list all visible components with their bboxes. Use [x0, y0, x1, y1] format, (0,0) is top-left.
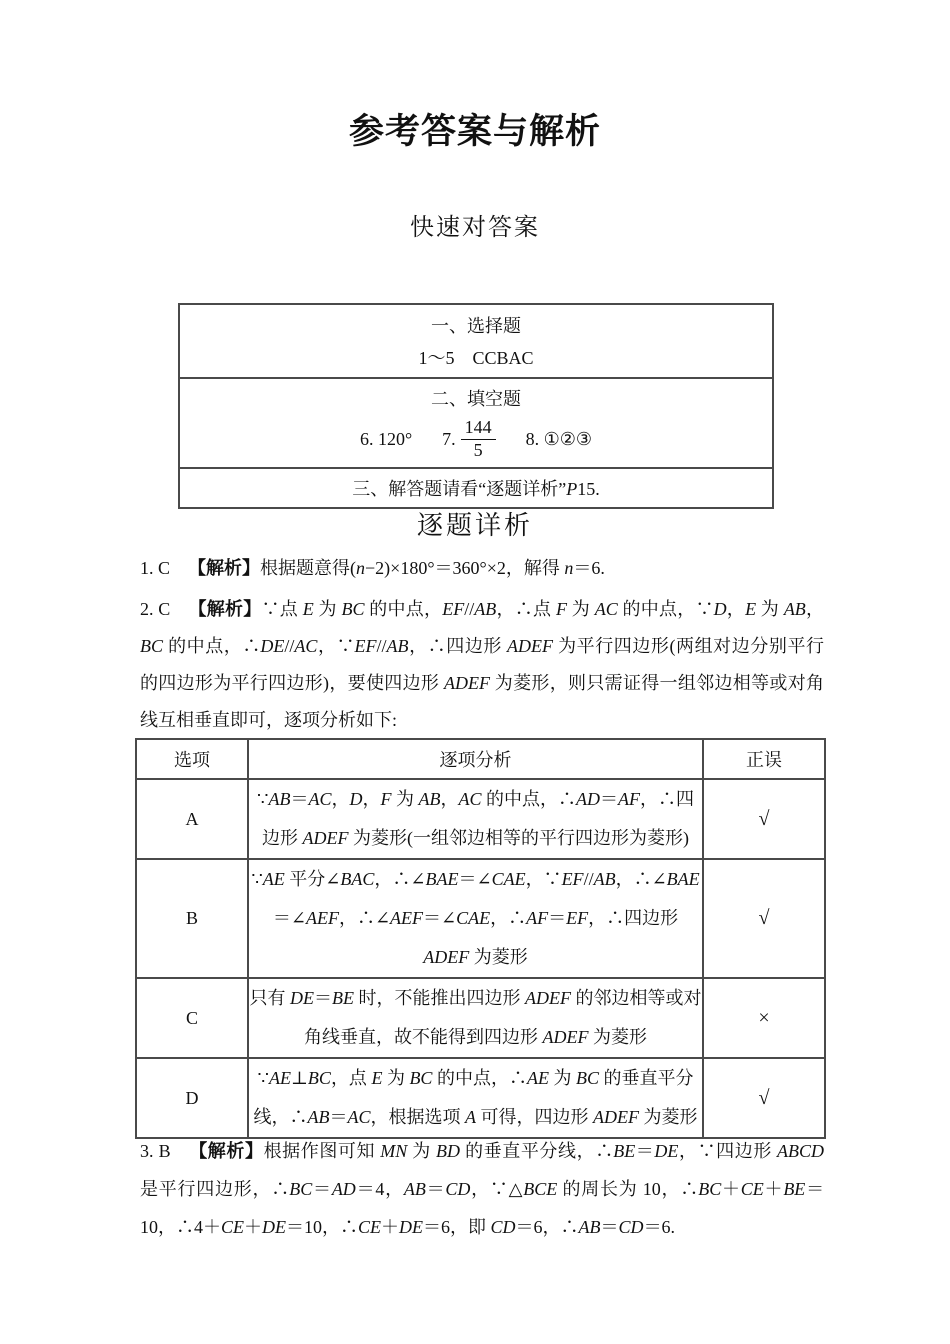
question-2-answer-label: 2. C [140, 599, 171, 619]
detail-item-2 [140, 591, 824, 739]
option-row-b [136, 859, 825, 978]
option-row-a [136, 779, 825, 859]
question-2-analysis-text: ∵点 E 为 BC 的中点，EF//AB，∴点 F 为 AC 的中点，∵D，E 为 AB，BC 的中点，∴DE//AC，∵EF//AB，∴四边形 ADEF 为平行四边形(两组对边分别平行的四边形为平行四边形)，要使四边形 ADEF 为菱形，则只需证得一组邻边相等或对角线互相垂直即可，逐项分析如下: [140, 599, 825, 730]
blank-answer-7 [442, 418, 496, 461]
detail-section-heading: 逐题详析 [416, 510, 533, 540]
detail-item-3 [140, 1132, 824, 1246]
option-row-c [136, 978, 825, 1058]
question-3-analysis-text: 根据作图可知 MN 为 BD 的垂直平分线，∴BE＝DE，∵四边形 ABCD 是平行四边形，∴BC＝AD＝4，AB＝CD，∵△BCE 的周长为 10，∴BC＋CE＋BE＝10，∴4＋CE＋DE＝10，∴CE＋DE＝6，即 CD＝6，∴AB＝CD＝6. [140, 1141, 825, 1237]
page-title: 参考答案与解析 [348, 112, 601, 151]
question-1-analysis-text: 根据题意得(n−2)×180°＝360°×2，解得 n＝6. [260, 558, 605, 578]
quick-answers-table [178, 303, 774, 509]
section-choice-heading: 一、选择题 [431, 315, 521, 336]
option-analysis-table [135, 738, 826, 1139]
section-blank-answers [345, 418, 607, 461]
option-a-label: A [136, 779, 248, 859]
option-b-analysis: ∵AE 平分∠BAC，∴∠BAE＝∠CAE，∵EF//AB，∴∠BAE＝∠AEF，∴∠AEF＝∠CAE，∴AF＝EF，∴四边形 ADEF 为菱形 [248, 859, 703, 978]
header-option: 选项 [136, 739, 248, 779]
option-c-label: C [136, 978, 248, 1058]
analysis-marker: 【解析】 [188, 1141, 264, 1161]
option-table-header-row [136, 739, 825, 779]
fraction-denominator: 5 [461, 439, 496, 461]
quick-table-section-blank [180, 377, 772, 467]
option-c-analysis: 只有 DE＝BE 时，不能推出四边形 ADEF 的邻边相等或对角线垂直，故不能得到四边形 ADEF 为菱形 [248, 978, 703, 1058]
option-row-d [136, 1058, 825, 1138]
detail-item-1 [140, 550, 824, 587]
blank-answer-8: 8. ①②③ [525, 428, 593, 449]
option-d-verdict: √ [703, 1058, 825, 1138]
section-blank-heading: 二、填空题 [431, 389, 521, 410]
section-choice-answers: 1～5 CCBAC [418, 348, 534, 369]
fraction-144-5 [461, 418, 496, 461]
header-verdict: 正误 [703, 739, 825, 779]
header-analysis: 逐项分析 [248, 739, 703, 779]
option-a-analysis: ∵AB＝AC，D，F 为 AB，AC 的中点，∴AD＝AF，∴四边形 ADEF 为菱形(一组邻边相等的平行四边形为菱形) [248, 779, 703, 859]
fraction-numerator: 144 [464, 416, 492, 437]
option-d-analysis: ∵AE⊥BC，点 E 为 BC 的中点，∴AE 为 BC 的垂直平分线，∴AB＝AC，根据选项 A 可得，四边形 ADEF 为菱形 [248, 1058, 703, 1138]
analysis-marker: 【解析】 [188, 599, 262, 619]
blank-answer-7-label: 7. [442, 428, 456, 449]
question-1-answer-label: 1. C [140, 558, 171, 578]
option-c-verdict: × [703, 978, 825, 1058]
analysis-marker: 【解析】 [188, 558, 261, 578]
section-solution-note: 三、解答题请看“逐题详析”P15. [352, 479, 600, 499]
quick-table-section-choice [180, 305, 772, 377]
quick-answers-heading: 快速对答案 [410, 214, 540, 241]
option-b-label: B [136, 859, 248, 978]
question-3-answer-label: 3. B [140, 1141, 171, 1161]
option-b-verdict: √ [703, 859, 825, 978]
option-a-verdict: √ [703, 779, 825, 859]
option-d-label: D [136, 1058, 248, 1138]
blank-answer-6: 6. 120° [359, 428, 413, 449]
quick-table-section-solution [180, 467, 772, 507]
